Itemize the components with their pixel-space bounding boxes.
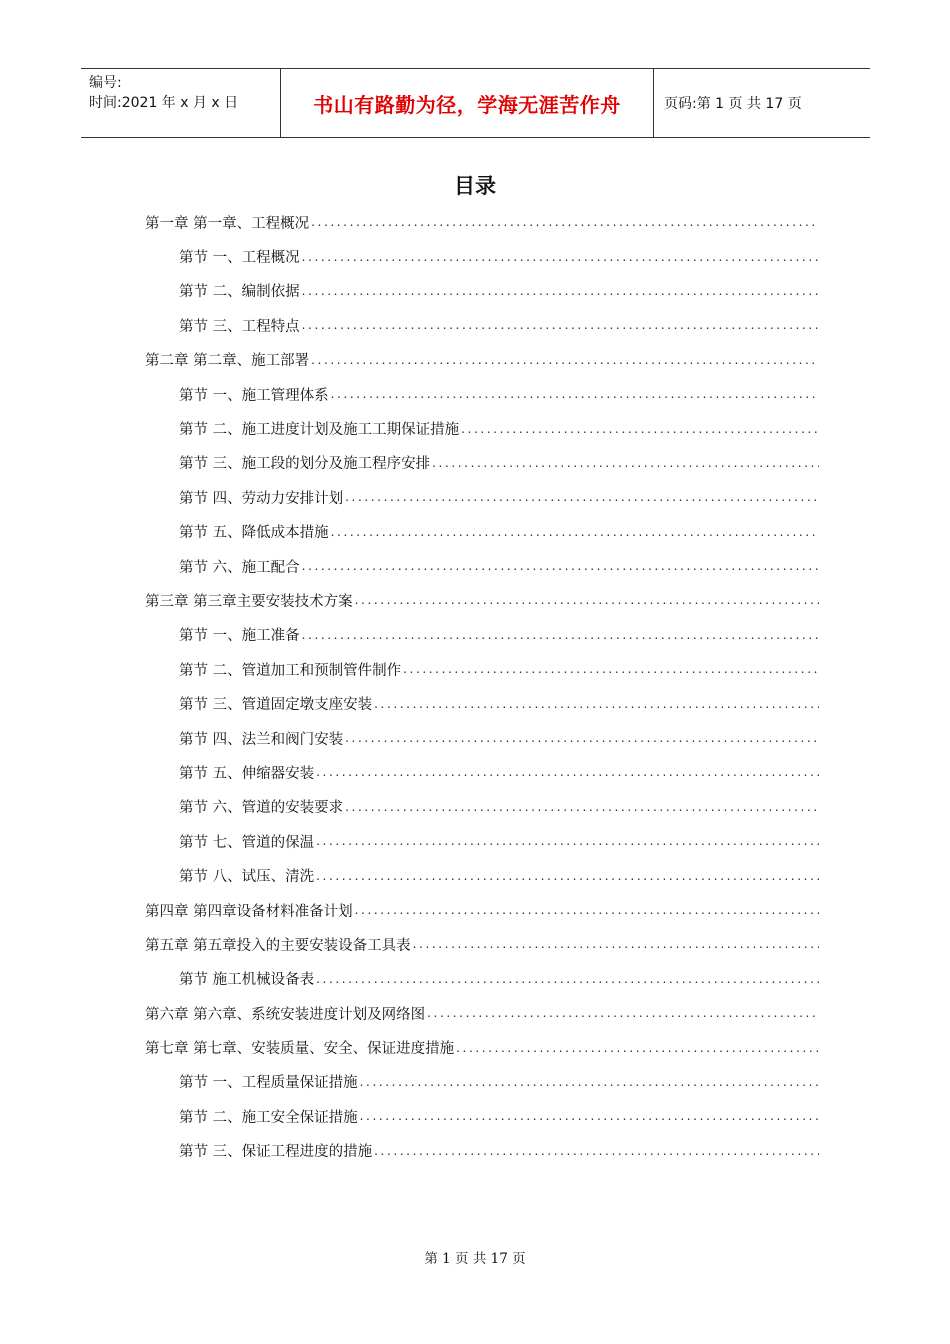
toc-leader-dots — [311, 215, 819, 229]
toc-entry-label: 第节 三、保证工程进度的措施 — [179, 1144, 373, 1161]
toc-section-entry[interactable] — [145, 308, 819, 342]
toc-section-entry[interactable] — [145, 721, 819, 755]
toc-leader-dots — [355, 593, 819, 607]
toc-entry-label: 第节 二、施工进度计划及施工工期保证措施 — [179, 422, 460, 439]
toc-leader-dots — [360, 1109, 819, 1123]
toc-entry-label: 第节 四、劳动力安排计划 — [179, 490, 344, 507]
toc-entry-label: 第节 一、施工准备 — [179, 628, 300, 645]
toc-entry-label: 第五章 第五章投入的主要安装设备工具表 — [145, 937, 411, 954]
toc-leader-dots — [403, 662, 819, 676]
toc-section-entry[interactable] — [145, 652, 819, 686]
toc-leader-dots — [331, 525, 819, 539]
toc-title: 目录 — [454, 174, 496, 198]
toc-leader-dots — [374, 697, 819, 711]
toc-section-entry[interactable] — [145, 755, 819, 789]
page-footer: 第 1 页 共 17 页 — [424, 1251, 526, 1267]
toc-section-entry[interactable] — [145, 239, 819, 273]
toc-leader-dots — [432, 456, 819, 470]
toc-section-entry[interactable] — [145, 274, 819, 308]
toc-leader-dots — [316, 972, 819, 986]
toc-entry-label: 第节 三、工程特点 — [179, 318, 300, 335]
toc-chapter-entry[interactable] — [145, 996, 819, 1030]
toc-entry-label: 第三章 第三章主要安装技术方案 — [145, 593, 353, 610]
toc-section-entry[interactable] — [145, 858, 819, 892]
toc-leader-dots — [345, 731, 819, 745]
toc-leader-dots — [302, 318, 819, 332]
toc-chapter-entry[interactable] — [145, 205, 819, 239]
toc-entry-label: 第节 施工机械设备表 — [179, 972, 315, 989]
toc-entry-label: 第节 一、工程质量保证措施 — [179, 1075, 358, 1092]
toc-entry-label: 第二章 第二章、施工部署 — [145, 353, 310, 370]
toc-section-entry[interactable] — [145, 480, 819, 514]
toc-leader-dots — [374, 1144, 819, 1158]
toc-leader-dots — [316, 765, 819, 779]
toc-leader-dots — [355, 903, 819, 917]
toc-chapter-entry[interactable] — [145, 1030, 819, 1064]
toc-entry-label: 第节 二、施工安全保证措施 — [179, 1109, 358, 1126]
toc-leader-dots — [302, 284, 819, 298]
toc-leader-dots — [302, 559, 819, 573]
toc-leader-dots — [461, 422, 819, 436]
toc-chapter-entry[interactable] — [145, 927, 819, 961]
toc-section-entry[interactable] — [145, 962, 819, 996]
toc-leader-dots — [345, 490, 819, 504]
toc-section-entry[interactable] — [145, 790, 819, 824]
toc-entry-label: 第一章 第一章、工程概况 — [145, 215, 310, 232]
toc-leader-dots — [345, 800, 819, 814]
toc-leader-dots — [316, 834, 819, 848]
toc-entry-label: 第节 五、降低成本措施 — [179, 525, 329, 542]
toc-section-entry[interactable] — [145, 1065, 819, 1099]
table-of-contents — [145, 205, 819, 1168]
header-motto: 书山有路勤为径，学海无涯苦作舟 — [281, 69, 654, 137]
toc-section-entry[interactable] — [145, 686, 819, 720]
toc-section-entry[interactable] — [145, 515, 819, 549]
toc-entry-label: 第七章 第七章、安装质量、安全、保证进度措施 — [145, 1041, 455, 1058]
toc-section-entry[interactable] — [145, 618, 819, 652]
toc-chapter-entry[interactable] — [145, 343, 819, 377]
toc-entry-label: 第节 八、试压、清洗 — [179, 869, 315, 886]
toc-leader-dots — [413, 937, 819, 951]
header-meta — [81, 69, 281, 137]
document-number-label: 编号: — [89, 75, 122, 91]
document-time-label: 时间:2021 年 x 月 x 日 — [89, 95, 239, 111]
toc-entry-label: 第节 六、管道的安装要求 — [179, 800, 344, 817]
toc-entry-label: 第节 七、管道的保温 — [179, 834, 315, 851]
toc-section-entry[interactable] — [145, 446, 819, 480]
toc-leader-dots — [456, 1041, 819, 1055]
toc-section-entry[interactable] — [145, 549, 819, 583]
toc-leader-dots — [302, 628, 819, 642]
toc-section-entry[interactable] — [145, 411, 819, 445]
toc-leader-dots — [302, 250, 819, 264]
toc-entry-label: 第节 一、工程概况 — [179, 250, 300, 267]
toc-entry-label: 第节 六、施工配合 — [179, 559, 300, 576]
toc-entry-label: 第节 三、施工段的划分及施工程序安排 — [179, 456, 431, 473]
page-header — [81, 68, 870, 138]
toc-entry-label: 第节 二、管道加工和预制管件制作 — [179, 662, 402, 679]
toc-leader-dots — [311, 353, 819, 367]
toc-leader-dots — [331, 387, 819, 401]
toc-leader-dots — [360, 1075, 819, 1089]
toc-entry-label: 第节 三、管道固定墩支座安装 — [179, 697, 373, 714]
toc-entry-label: 第节 五、伸缩器安装 — [179, 765, 315, 782]
toc-leader-dots — [316, 869, 819, 883]
toc-entry-label: 第节 四、法兰和阀门安装 — [179, 731, 344, 748]
toc-entry-label: 第节 二、编制依据 — [179, 284, 300, 301]
toc-leader-dots — [427, 1006, 819, 1020]
toc-chapter-entry[interactable] — [145, 583, 819, 617]
toc-entry-label: 第四章 第四章设备材料准备计划 — [145, 903, 353, 920]
toc-section-entry[interactable] — [145, 377, 819, 411]
toc-section-entry[interactable] — [145, 1134, 819, 1168]
toc-entry-label: 第六章 第六章、系统安装进度计划及网络图 — [145, 1006, 426, 1023]
header-page-number: 页码:第 1 页 共 17 页 — [664, 96, 802, 112]
toc-chapter-entry[interactable] — [145, 893, 819, 927]
toc-entry-label: 第节 一、施工管理体系 — [179, 387, 329, 404]
toc-section-entry[interactable] — [145, 824, 819, 858]
toc-section-entry[interactable] — [145, 1099, 819, 1133]
